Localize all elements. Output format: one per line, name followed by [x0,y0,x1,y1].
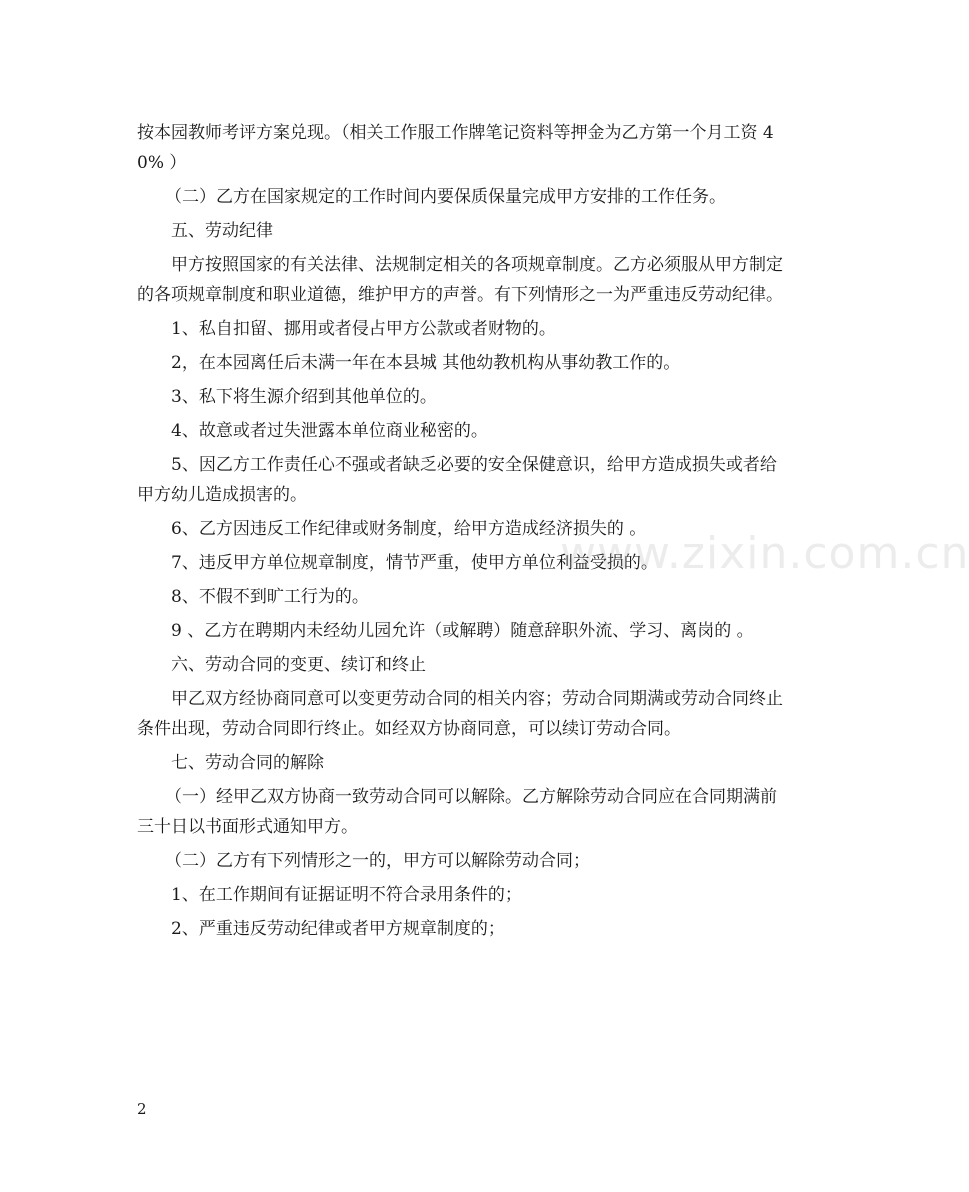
paragraph: 3、私下将生源介绍到其他单位的。 [171,387,437,407]
paragraph: 6、乙方因违反工作纪律或财务制度，给甲方造成经济损失的 。 [171,519,647,539]
paragraph: 七、劳动合同的解除 [171,753,324,773]
paragraph: （二）乙方在国家规定的工作时间内要保质保量完成甲方安排的工作任务。 [165,187,726,207]
paragraph: 六、劳动合同的变更、续订和终止 [171,655,426,675]
paragraph: 五、劳动纪律 [171,221,273,241]
paragraph: 4、故意或者过失泄露本单位商业秘密的。 [171,421,488,441]
paragraph: 7、违反甲方单位规章制度，情节严重，使甲方单位利益受损的。 [171,553,658,573]
paragraph: 2、严重违反劳动纪律或者甲方规章制度的； [171,919,505,939]
paragraph: 甲乙双方经协商同意可以变更劳动合同的相关内容；劳动合同期满或劳动合同终止条件出现，劳动合同即行终止。如经双方协商同意，可以续订劳动合同。 [137,689,783,739]
paragraph: 5、因乙方工作责任心不强或者缺乏必要的安全保健意识，给甲方造成损失或者给甲方幼儿造成损害的。 [137,455,777,505]
document-body [137,118,787,948]
watermark: www.zixin.com.cn [560,528,969,579]
paragraph: （二）乙方有下列情形之一的，甲方可以解除劳动合同； [165,851,590,871]
paragraph: 2，在本园离任后未满一年在本县城 其他幼教机构从事幼教工作的。 [171,353,681,373]
paragraph: 甲方按照国家的有关法律、法规制定相关的各项规章制度。乙方必须服从甲方制定的各项规章制度和职业道德，维护甲方的声誉。有下列情形之一为严重违反劳动纪律。 [137,255,783,305]
paragraph: 9 、乙方在聘期内未经幼儿园允许（或解聘）随意辞职外流、学习、离岗的 。 [171,621,754,641]
paragraph: 1、私自扣留、挪用或者侵占甲方公款或者财物的。 [171,319,556,339]
paragraph: 按本园教师考评方案兑现。（相关工作服工作牌笔记资料等押金为乙方第一个月工资 40% ） [137,123,774,173]
paragraph: 8、不假不到旷工行为的。 [171,587,369,607]
paragraph: 1、在工作期间有证据证明不符合录用条件的； [171,885,522,905]
page-number: 2 [137,1100,147,1118]
paragraph: （一）经甲乙双方协商一致劳动合同可以解除。乙方解除劳动合同应在合同期满前三十日以书面形式通知甲方。 [137,787,777,837]
